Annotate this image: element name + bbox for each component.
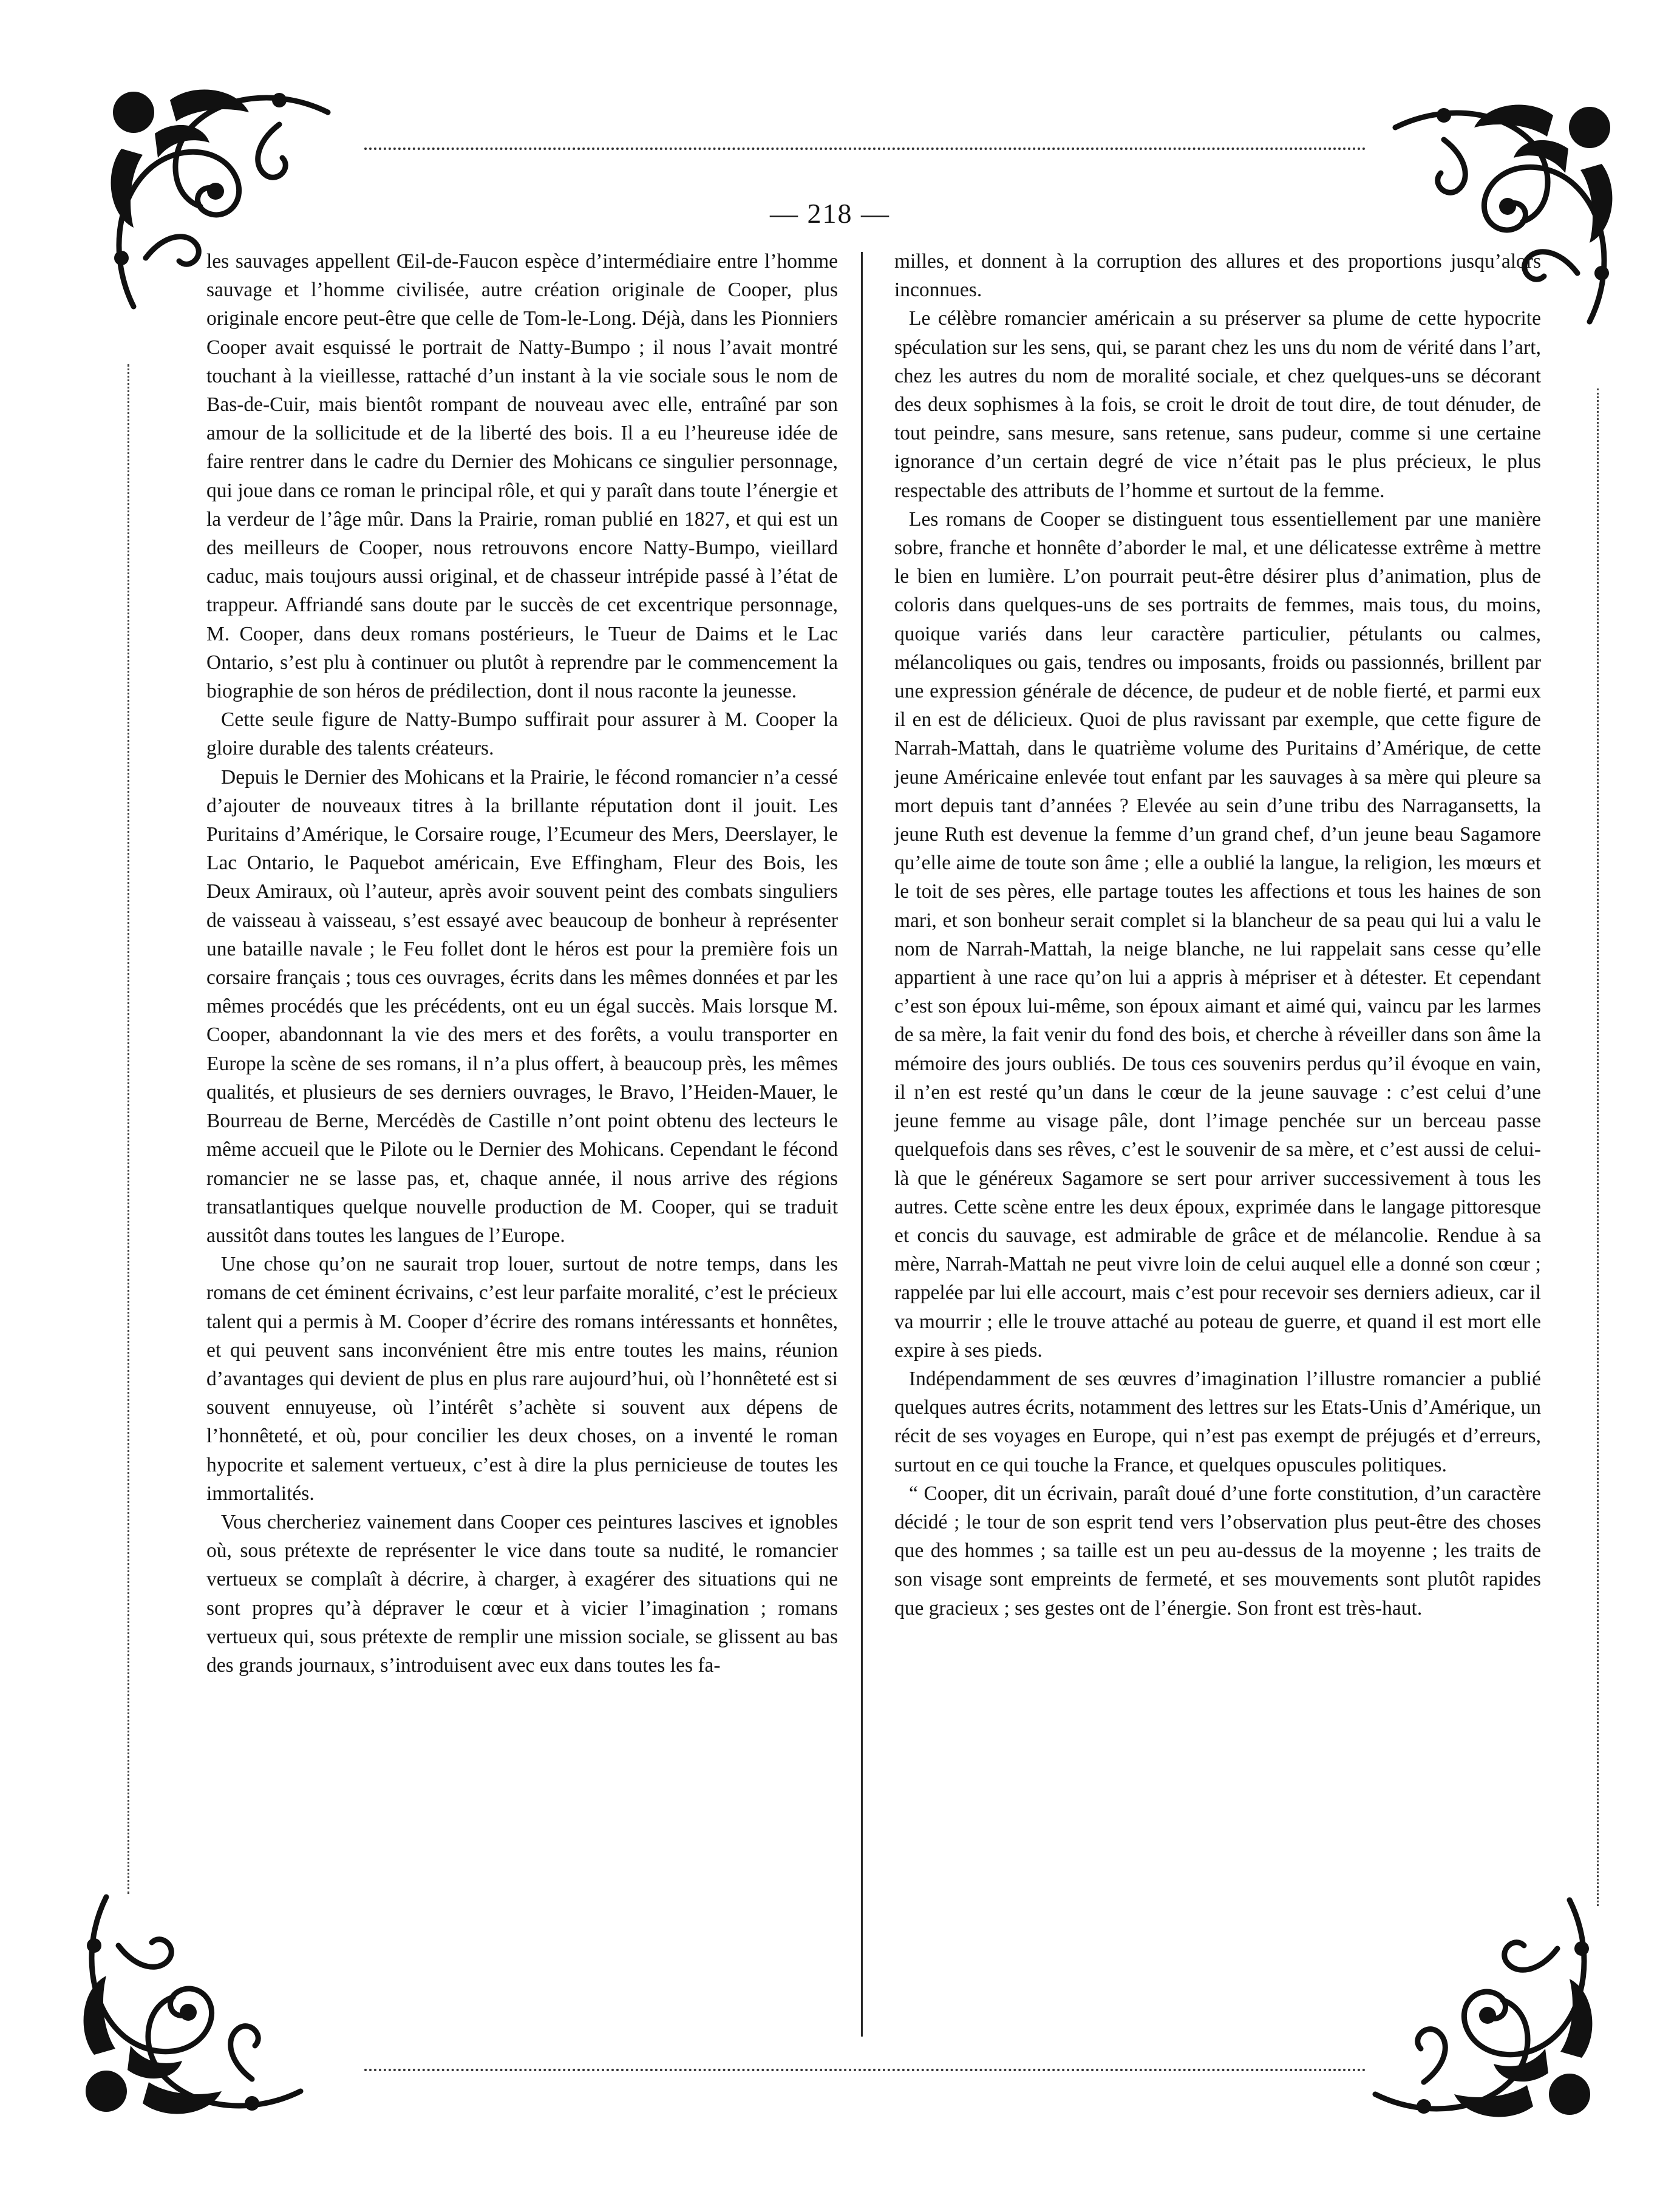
paragraph: Cette seule figure de Natty-Bumpo suffirait pour assurer à M. Cooper la gloire durable des talents créateurs. — [206, 708, 838, 760]
frame-right-rule — [1597, 388, 1599, 1906]
paragraph: milles, et donnent à la corruption des allures et des proportions jusqu’alors inconnues. — [894, 250, 1541, 302]
paragraph: Une chose qu’on ne saurait trop louer, surtout de notre temps, dans les romans de cet éminent écrivains, c’est leur parfaite moralité, c’est le précieux talent qui a permis à M. Cooper d’écrire des romans intéressants et honnêtes, et qui peuvent sans inconvénient être mis entre toutes les mains, réunion d’avantages qui devient de plus en plus rare aujourd’hui, où l’honnêteté est si souvent ennuyeuse, où l’intérêt s’achète si souvent aux dépens de l’honnêteté, et où, pour concilier les deux choses, on a inventé le roman hypocrite et salement vertueux, c’est à dire la plus pernicieuse de toutes les immortalités. — [206, 1253, 838, 1505]
frame-left-rule — [128, 364, 129, 1894]
frame-top-rule — [364, 148, 1366, 150]
corner-ornament-icon — [1351, 1876, 1606, 2131]
paragraph: Indépendamment de ses œuvres d’imagination l’illustre romancier a publié quelques autres écrits, notamment des lettres sur les Etats-Unis d’Amérique, un récit de ses voyages en Europe, qui n’est pas exempt de préjugés et d’erreurs, surtout en ce qui touche la France, et quelques opuscules politiques. — [894, 1367, 1541, 1476]
left-column — [206, 247, 838, 1680]
frame-bottom-rule — [364, 2069, 1366, 2071]
right-column — [894, 247, 1541, 1623]
paragraph: “ Cooper, dit un écrivain, paraît doué d’une forte constitution, d’un caractère décidé ; le tour de son esprit tend vers l’observation plus peut-être des choses que des hommes ; sa taille est un peu au-dessus de la moyenne ; les traits de son visage sont empreints de fermeté, et ses mouvements sont plutôt rapides que gracieux ; ses gestes ont de l’énergie. Son front est très-haut. — [894, 1482, 1541, 1620]
paragraph: Depuis le Dernier des Mohicans et la Prairie, le fécond romancier n’a cessé d’ajouter de nouveaux titres à la brillante réputation dont il jouit. Les Puritains d’Amérique, le Corsaire rouge, l’Ecumeur des Mers, Deerslayer, le Lac Ontario, le Paquebot américain, Eve Effingham, Fleur des Bois, les Deux Amiraux, où l’auteur, après avoir souvent peint des combats singuliers de vaisseau à vaisseau, s’est essayé avec beaucoup de bonheur à représenter une bataille navale ; le Feu follet dont le héros est pour la première fois un corsaire français ; tous ces ouvrages, écrits dans les mêmes données et par les mêmes procédés que les précédents, ont eu un égal succès. Mais lorsque M. Cooper, abandonnant la vie des mers et des forêts, a voulu transporter en Europe la scène de ses romans, il n’a plus offert, à beaucoup près, les mêmes qualités, et plusieurs de ses derniers ouvrages, le Bravo, l’Heiden-Mauer, le Bourreau de Berne, Mercédès de Castille n’ont point obtenu des lecteurs le même accueil que le Pilote ou le Dernier des Mohicans. Cependant le fécond romancier ne se lasse pas, et, chaque année, il nous arrive des régions transatlantiques quelque nouvelle production de M. Cooper, qui se traduit aussitôt dans toutes les langues de l’Europe. — [206, 765, 838, 1247]
paragraph: Vous chercheriez vainement dans Cooper ces peintures lascives et ignobles où, sous prétexte de représenter le vice dans toute sa nudité, le romancier vertueux se complaît à décrire, à charger, à exagérer des situations qui ne sont propres qu’à dépraver le cœur et à vicier l’imagination ; romans vertueux qui, sous prétexte de remplir une mission sociale, se glissent au bas des grands journaux, s’introduisent avec eux dans toutes les fa- — [206, 1510, 838, 1677]
paragraph: Le célèbre romancier américain a su préserver sa plume de cette hypocrite spéculation sur les sens, qui, se parant chez les uns du nom de vérité dans l’art, chez les autres du nom de moralité sociale, et chez quelques-uns se décorant des deux sophismes à la fois, se croit le droit de tout dire, de tout dénuder, de tout peindre, sans mesure, sans retenue, sans pudeur, comme si une certaine ignorance d’un certain degré de vice n’était pas le plus précieux, le plus respectable des attributs de l’homme et surtout de la femme. — [894, 307, 1541, 502]
column-divider — [861, 252, 863, 2037]
paragraph: les sauvages appellent Œil-de-Faucon espèce d’intermédiaire entre l’homme sauvage et l’homme civilisée, autre création originale de Cooper, plus originale encore peut-être que celle de Tom-le-Long. Déjà, dans les Pionniers Cooper avait esquissé le portrait de Natty-Bumpo ; il nous l’avait montré touchant à la vieillesse, rattaché d’un instant à la vie sociale sous le nom de Bas-de-Cuir, mais bientôt rompant de nouveau avec elle, entraîné par son amour de la sollicitude et de la liberté des bois. Il a eu l’heureuse idée de faire rentrer dans le cadre du Dernier des Mohicans ce singulier personnage, qui joue dans ce roman le principal rôle, et qui y paraît dans toute l’énergie et la verdeur de l’âge mûr. Dans la Prairie, roman publié en 1827, et qui est un des meilleurs de Cooper, nous retrouvons encore Natty-Bumpo, vieillard caduc, mais toujours aussi original, et de chasseur intrépide passé à l’état de trappeur. Affriandé sans doute par le succès de cet excentrique personnage, M. Cooper, dans deux romans postérieurs, le Tueur de Daims et le Lac Ontario, s’est plu à continuer ou plutôt à reprendre par le commencement la biographie de son héros de prédilection, dont il nous raconte la jeunesse. — [206, 250, 838, 703]
corner-ornament-icon — [70, 1873, 325, 2128]
page-number: — 218 — — [770, 198, 890, 229]
paragraph: Les romans de Cooper se distinguent tous essentiellement par une manière sobre, franche et honnête d’aborder le mal, et une délicatesse extrême à mettre le bien en lumière. L’on pourrait peut-être désirer plus d’animation, plus de coloris dans quelques-uns de ses portraits de femmes, mais tous, du moins, quoique variés dans leur caractère particulier, pétulants ou calmes, mélancoliques ou gais, tendres ou imposants, froids ou passionnés, brillent par une expression générale de décence, de pudeur et de noble fierté, et parmi eux il en est de délicieux. Quoi de plus ravissant par exemple, que cette figure de Narrah-Mattah, dans le quatrième volume des Puritains d’Amérique, de cette jeune Américaine enlevée tout enfant par les sauvages à sa mère qui pleure sa mort depuis tant d’années ? Elevée au sein d’une tribu des Narragansetts, la jeune Ruth est devenue la femme d’un grand chef, d’un jeune beau Sagamore qu’elle aime de toute son âme ; elle a oublié la langue, la religion, les mœurs et le toit de ses pères, elle partage toutes les affections et tous les haines de son mari, et son bonheur serait complet si la blancheur de sa peau qui lui a valu le nom de Narrah-Mattah, la neige blanche, ne lui rappelait sans cesse qu’elle appartient à une race qu’on lui a appris à mépriser et à détester. Et cependant c’est son époux lui-même, son époux aimant et aimé qui, vaincu par les larmes de sa mère, la fait venir du fond des bois, et cherche à réveiller dans son âme la mémoire des jours oubliés. De tous ces souvenirs perdus qu’il évoque en vain, il n’en est resté qu’un dans le cœur de la jeune sauvage : c’est celui d’une jeune femme au visage pâle, dont l’image penchée sur un berceau passe quelquefois dans ses rêves, c’est le souvenir de sa mère, et c’est aussi de celui-là que le généreux Sagamore se sert pour arriver successivement à tous les autres. Cette scène entre les deux époux, exprimée dans le langage pittoresque et concis du sauvage, est admirable de grâce et de mélancolie. Rendue à sa mère, Narrah-Mattah ne peut vivre loin de celui auquel elle a donné son cœur ; rappelée par lui elle accourt, mais c’est pour recevoir ses derniers adieux, car il va mourrir ; elle le trouve attaché au poteau de guerre, et quand il est mort elle expire à ses pieds. — [894, 507, 1541, 1362]
